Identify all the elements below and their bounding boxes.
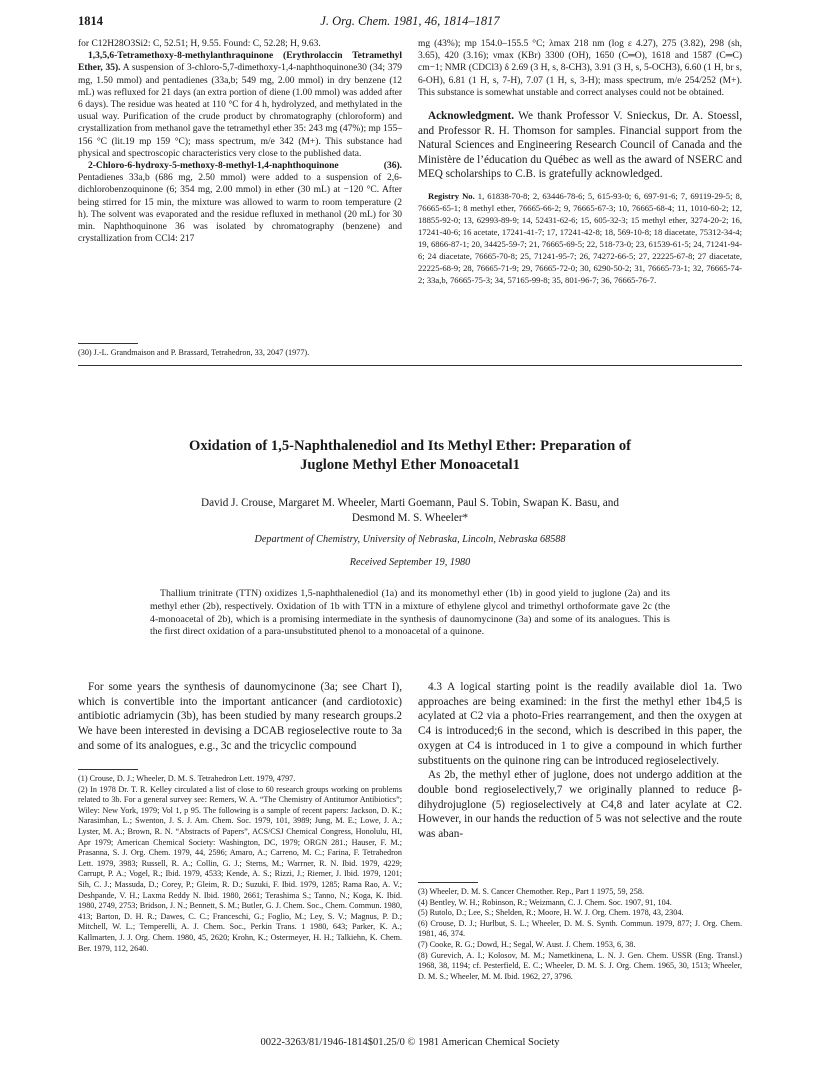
abstract	[150, 588, 670, 639]
prev-article-left-column	[78, 38, 402, 245]
spectral-data: mg (43%); mp 154.0–155.5 °C; λmax 218 nm (log ε 4.27), 275 (3.82), 298 (sh, 3.65), 420 (3.16); νmax (KBr) 3300 (OH), 1650 (C═O), 1618 and 1587 (C═C) cm−1; NMR (CDCl3) δ 2.69 (3 H, s, 8-CH3), 3.91 (3 H, s, 5-OCH3), 6.60 (1 H, br s, 6-OH), 6.81 (1 H, s, 7-H), 7.07 (1 H, s, 3-H); mass spectrum, m/e 254/252 (M+). This substance is somewhat unstable and correct analyses could not be obtained.	[418, 39, 742, 98]
authors-line-2: Desmond M. S. Wheeler*	[351, 512, 469, 524]
compound-heading: 1,3,5,6-Tetramethoxy-8-methylanthraquinone (Erythrolaccin Tetramethyl Ether, 35).	[78, 51, 402, 74]
experimental-text: A suspension of 3-chloro-5,7-dimethoxy-1,4-naphthoquinone30 (34; 379 mg, 1.50 mmol) and pentadienes (33a,b; 549 mg, 2.00 mmol) in dry benzene (12 mL) was refluxed for 21 days (an extra portion of diene (1.00 mmol) was added after 6 days). The residue was heated at 110 °C for 4 h, hydrolyzed, and methylated in the usual way. Purification of the crude product by chromatography (chloroform) and crystallization from methanol gave the tetramethyl ether 35: 243 mg (47%); mp 155–156 °C (lit.19 mp 159 °C); mass spectrum, m/e 342 (M+). This substance had physical and spectroscopic characteristics very close to the published data.	[78, 63, 402, 159]
acknowledgment-text: We thank Professor V. Snieckus, Dr. A. Stoessl, and Professor R. H. Thomson for samples. Financial support from the Natural Sciences and Engineering Research Council of Canada and the Ministère de l’éducation du Québec as well as the award of NSERC and MEQ scholarships to C.B. is gratefully acknowledged.	[418, 110, 742, 181]
acknowledgment-heading: Acknowledgment.	[428, 110, 515, 123]
page-number: 1814	[78, 14, 103, 28]
registry-numbers	[418, 190, 742, 286]
body-left-column	[78, 680, 402, 754]
paragraph-juglone: As 2b, the methyl ether of juglone, does not undergo addition at the double bond regioselectively,7 we originally planned to reduce β-dihydrojuglone (5) regioselectively at C4,8 and later acylate at C2. However, in our hands the reduction of 5 was not selective and the route was aban-	[418, 769, 742, 841]
title-line-1: Oxidation of 1,5-Naphthalenediol and Its Methyl Ether: Preparation of	[188, 438, 631, 454]
acknowledgment	[418, 109, 742, 182]
analysis-line: for C12H28O3Si2: C, 52.51; H, 9.55. Found: C, 52.28; H, 9.63.	[78, 39, 321, 49]
author-list	[110, 496, 710, 526]
page-header	[78, 12, 742, 30]
footnote-3: (3) Wheeler, D. M. S. Cancer Chemother. Rep., Part 1 1975, 59, 258.	[418, 887, 644, 896]
experimental-paragraph-36	[78, 160, 402, 245]
authors-line-1: David J. Crouse, Margaret M. Wheeler, Marti Goemann, Paul S. Tobin, Swapan K. Basu, and	[201, 497, 619, 509]
received-date: Received September 19, 1980	[349, 557, 471, 568]
footnote-1: (1) Crouse, D. J.; Wheeler, D. M. S. Tetrahedron Lett. 1979, 4797.	[78, 774, 296, 783]
experimental-paragraph-35	[78, 50, 402, 160]
footnote-8: (8) Gurevich, A. I.; Kolosov, M. M.; Nametkinena, L. N. J. Gen. Chem. USSR (Eng. Transl.) 1968, 38, 1194; cf. Pesterfield, E. C.; Wheeler, D. M. S. J. Org. Chem. 1965, 30, 1513; Wheeler, D. M. S.; Wheeler, M. M. Ibid. 1962, 27, 3796.	[418, 950, 742, 981]
copyright-footer: 0022-3263/81/1946-1814$01.25/0 © 1981 American Chemical Society	[260, 1037, 560, 1048]
affiliation: Department of Chemistry, University of Nebraska, Lincoln, Nebraska 68588	[254, 534, 566, 545]
footnote-4: (4) Bentley, W. H.; Robinson, R.; Weizmann, C. J. Chem. Soc. 1907, 91, 104.	[418, 897, 672, 907]
journal-citation: J. Org. Chem. 1981, 46, 1814–1817	[320, 14, 500, 28]
article-separator	[78, 365, 742, 366]
footnote-6: (6) Crouse, D. J.; Hurlbut, S. L.; Wheeler, D. M. S. Synth. Commun. 1979, 877; J. Org. Chem. 1981, 46, 374.	[418, 918, 742, 939]
prev-article-right-column	[418, 38, 742, 286]
experimental-text: Pentadienes 33a,b (686 mg, 2.50 mmol) were added to a suspension of 2,6-dichlorobenzoquinone (6; 354 mg, 2.00 mmol) in ether (30 mL) at −120 °C. After being stirred for 15 min, the mixture was allowed to warm to room temperature (2 h). The solvent was evaporated and the residue refluxed in methanol (20 mL) for 30 min. Naphthoquinone 36 was isolated by chromatography (benzene) and crystallization from CCl4: 217	[78, 173, 402, 245]
body-right-column	[418, 680, 742, 842]
footnote-divider	[78, 343, 138, 344]
footnotes-right	[418, 887, 742, 982]
footnotes-left	[78, 774, 402, 954]
footnote-7: (7) Cooke, R. G.; Dowd, H.; Segal, W. Aust. J. Chem. 1953, 6, 38.	[418, 939, 636, 949]
footnote-divider	[78, 769, 138, 770]
footnote-divider	[418, 882, 478, 883]
title-line-2: Juglone Methyl Ether Monoacetal1	[300, 457, 520, 473]
compound-heading: 2-Chloro-6-hydroxy-5-methoxy-8-methyl-1,4-naphthoquinone (36).	[88, 161, 402, 172]
footnote-5: (5) Rutolo, D.; Lee, S.; Shelden, R.; Moore, H. W. J. Org. Chem. 1978, 43, 2304.	[418, 908, 684, 918]
footnote-30: (30) J.-L. Grandmaison and P. Brassard, Tetrahedron, 33, 2047 (1977).	[78, 348, 310, 357]
abstract-text: Thallium trinitrate (TTN) oxidizes 1,5-naphthalenediol (1a) and its monomethyl ether (1b) in good yield to juglone (2a) and its methyl ether (2b), respectively. Oxidation of 1b with TTN in a mixture of ethylene glycol and trimethyl orthoformate gave 2c (the 4-monoacetal of 2b), which is a promising intermediate in the synthesis of daunomycinone (3a) and some of its analogues. This is the first direct oxidation of a para-unsubstituted phenol to a monoacetal of a quinone.	[150, 588, 670, 638]
footnote-2: (2) In 1978 Dr. T. R. Kelley circulated a list of close to 60 research groups working on problems related to 3b. For a general survey see: Remers, W. A. “The Chemistry of Antitumor Antibiotics”; Wiley: New York, 1979; Vol 1, p 95. The following is a sample of recent papers: Jackson, D. K.; Narasimhan, L.; Swenton, J. S. J. Am. Chem. Soc. 1979, 101, 3989; Jung, M. E.; Lowe, J. A.; Lyster, M. A.; Brown, R. N. “Abstracts of Papers”, ACS/CSJ Chemical Congress, Honolulu, HI, Apr 1979; American Chemical Society: Washington, DC, 1979; ORGN 281.; Hauser, F. M.; Prasanna, S. J. Org. Chem. 1979, 44, 2596; Amaro, A.; Carreno, M. C.; Farina, F. Tetrahedron Lett. 1979, 3983; Russell, R. A.; Collin, G. J.; Sterns, M.; Warrner, R. N. Ibid. 1979, 4229; Carrupt, P. A.; Vogel, R.; Ibid. 1979, 4533; Kende, A. S.; Rizzi, J.; Riemer, J. Ibid. 1979, 1201; Sih, C. J.; Massuda, D.; Corey, P.; Gleim, R. D.; Suzuki, F. Ibid. 1979, 1285; Rama Rao, A. V.; Deshpande, V. H.; Laxma Reddy N. Ibid. 1980, 2661; Terashima S.; Tanno, N.; Koga, K. Ibid. 1980, 2749, 2753; Bridson, J. N.; Bennett, S. M.; Butler, G. J. Chem. Soc., Chem. Commun. 1980, 413; Barton, D. H. R.; Dawes, C. C.; Franceschi, G.; Foglio, M.; Ley, S. V.; Magnus, P. D.; Mitchell, W. L.; Temperelli, A. J. Chem. Soc., Perkin Trans. 1 1980, 643; Parker, K. A.; Kallmarten, J. J. Org. Chem. 1980, 45, 2620; Krohn, K.; Ostermeyer, H. H.; Talkiehn, K. Chem. Ber. 1979, 112, 2640.	[78, 784, 402, 953]
paragraph-approaches: 4.3 A logical starting point is the readily available diol 1a. Two approaches are being examined: in the first the methyl ether 1b4,5 is acylated at C2 via a photo-Fries rearrangement, and then the oxygen at C4 is introduced;6 in the second, which is described in this paper, the oxygen at C4 is introduced in 1 to give a compound in which further substituents on the quinone ring can be introduced regioselectively.	[418, 681, 742, 767]
intro-paragraph: For some years the synthesis of daunomycinone (3a; see Chart I), which is convertible into the important anticancer (and cardiotoxic) antibiotic adriamycin (3b), has been studied by many research groups.2 We have been interested in devising a DCAB regioselective route to 3a and some of its analogues, e.g., 3c and the tricyclic compound	[78, 681, 402, 752]
registry-text: 1, 61838-70-8; 2, 63446-78-6; 5, 615-93-0; 6, 697-91-6; 7, 69119-29-5; 8, 76665-65-1; 8 methyl ether, 76665-66-2; 9, 76665-67-3; 10, 76665-68-4; 11, 1010-60-2; 12, 18855-92-0; 13, 62993-89-9; 14, 52431-62-6; 15, 605-32-3; 15 methyl ether, 3274-20-2; 16, 17241-40-6; 16 acetate, 17241-41-7; 17, 17241-42-8; 18, 569-10-8; 18 diacetate, 75312-34-4; 19, 6866-87-1; 20, 34425-59-7; 21, 76665-69-5; 22, 518-73-0; 23, 61539-61-5; 24, 71241-94-6; 24 diacetate, 76665-70-8; 25, 71241-95-7; 26, 74272-66-5; 27, 22225-67-8; 27 diacetate, 22225-68-9; 28, 76665-71-9; 29, 76665-72-0; 30, 6290-50-2; 31, 76665-73-1; 32, 76665-74-2; 33a,b, 76665-75-3; 34, 57165-99-8; 35, 801-96-7; 36, 76665-76-7.	[418, 190, 742, 285]
article-title	[110, 437, 710, 475]
registry-heading: Registry No.	[428, 190, 475, 201]
